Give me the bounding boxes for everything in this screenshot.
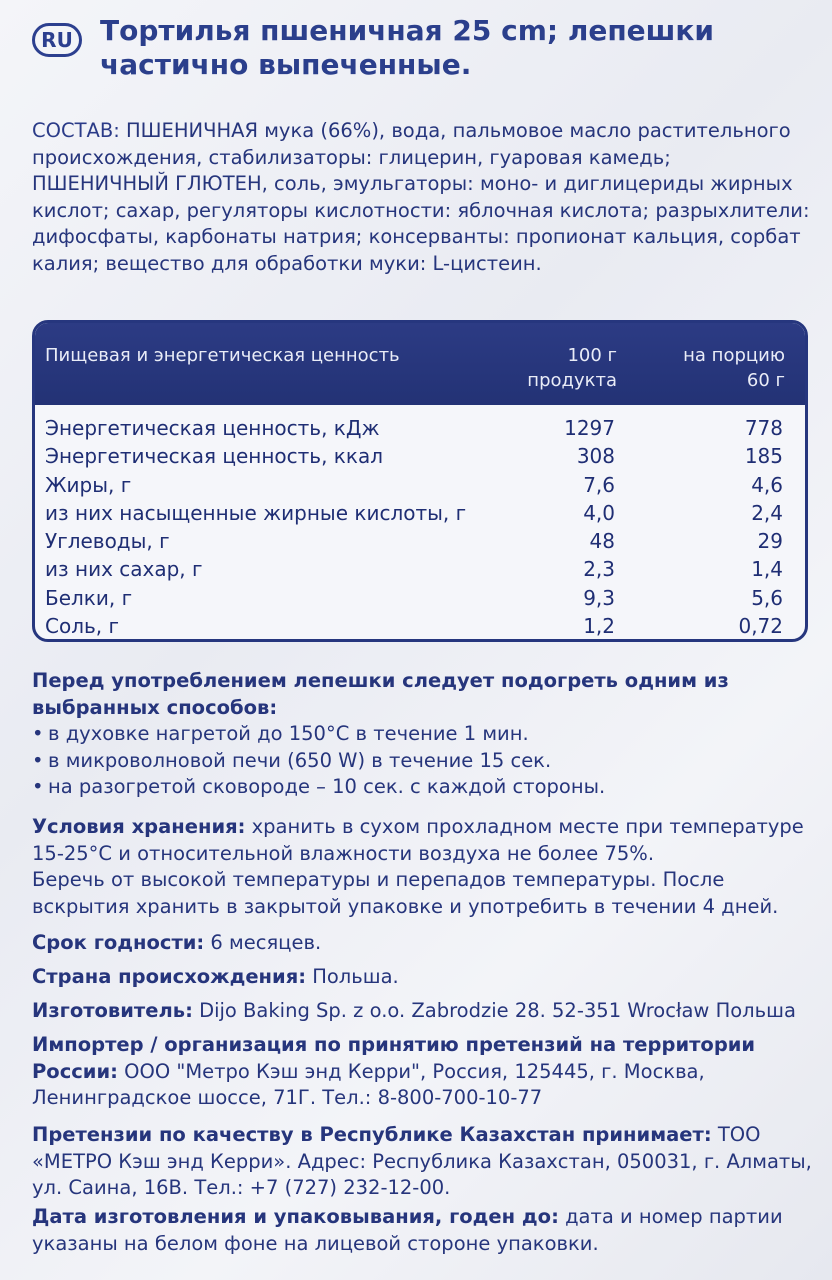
manufacturer <box>32 998 812 1025</box>
table-row <box>35 499 805 527</box>
nutrition-col-per-portion <box>683 343 785 393</box>
shelf-life-text: 6 месяцев. <box>210 931 322 954</box>
row-label: Жиры, г <box>45 472 132 497</box>
row-per-portion: 29 <box>757 529 783 554</box>
importer-lead: Импортер / организация по принятию претензий на территории России: <box>32 1033 756 1083</box>
preparation-heading: Перед употреблением лепешки следует подогреть одним из выбранных способов: <box>32 669 729 719</box>
country-text: Польша. <box>312 965 399 988</box>
ingredients-lead: СОСТАВ: <box>32 119 120 142</box>
row-per100: 308 <box>576 444 615 469</box>
row-per-portion: 1,4 <box>751 557 783 582</box>
row-label: Углеводы, г <box>45 529 170 554</box>
row-per100: 4,0 <box>583 500 615 525</box>
row-per-portion: 4,6 <box>751 472 783 497</box>
row-label: из них сахар, г <box>45 557 203 582</box>
row-per100: 2,3 <box>583 557 615 582</box>
col-per100-line1: 100 г <box>567 345 617 366</box>
language-badge: RU <box>32 23 82 57</box>
manufacturer-text: Dijo Baking Sp. z o.o. Zabrodzie 28. 52-351 Wrocław Польша <box>199 999 796 1022</box>
table-row <box>35 471 805 499</box>
row-per100: 1297 <box>564 416 615 440</box>
ingredients-text: ПШЕНИЧНАЯ мука (66%), вода, пальмовое масло растительного происхождения, стабилизаторы: глицерин, гуаровая камедь; ПШЕНИЧНЫЙ ГЛЮТЕН, соль, эмульгаторы: моно- и диглицериды жирных кислот; сахар, регуляторы кислотности: яблочная кислота; разрыхлители: дифосфаты, карбонаты натрия; консерванты: пропионат кальция, сорбат калия; вещество для обработки муки: L-цистеин. <box>32 119 810 275</box>
row-per-portion: 5,6 <box>751 585 783 610</box>
table-row <box>35 555 805 583</box>
storage-text-2: Беречь от высокой температуры и перепадов температуры. После вскрытия хранить в закрытой упаковке и употребить в течении 4 дней. <box>32 868 779 918</box>
country-of-origin <box>32 964 812 991</box>
shelf-life-lead: Срок годности: <box>32 931 205 954</box>
row-label: Белки, г <box>45 585 133 610</box>
list-item: • в микроволновой печи (650 W) в течение 15 сек. <box>32 748 812 775</box>
list-item: • в духовке нагретой до 150°С в течение 1 мин. <box>32 721 812 748</box>
row-per100: 48 <box>589 529 615 554</box>
importer-text: ООО "Метро Кэш энд Керри", Россия, 125445, г. Москва, Ленинградское шоссе, 71Г. Тел.: 8-800-700-10-77 <box>32 1059 705 1109</box>
list-item: • на разогретой сковороде – 10 сек. с каждой стороны. <box>32 774 812 801</box>
row-per-portion: 185 <box>744 444 783 469</box>
manufacturer-lead: Изготовитель: <box>32 999 193 1022</box>
table-row <box>35 414 805 442</box>
row-per-portion: 778 <box>744 416 783 440</box>
nutrition-table <box>32 320 808 642</box>
col-portion-line1: на порцию <box>683 345 785 366</box>
row-per-portion: 0,72 <box>738 614 783 639</box>
storage-paragraph <box>32 814 812 867</box>
production-date <box>32 1204 812 1257</box>
kazakhstan-claims <box>32 1122 812 1202</box>
row-per100: 9,3 <box>583 585 615 610</box>
row-per100: 1,2 <box>583 614 615 639</box>
row-per100: 7,6 <box>583 472 615 497</box>
kazakhstan-text: ТОО «МЕТРО Кэш энд Керри». Адрес: Республика Казахстан, 050031, г. Алматы, ул. Саина, 16В. Тел.: +7 (727) 232-12-00. <box>32 1123 812 1199</box>
kazakhstan-lead: Претензии по качеству в Республике Казахстан принимает: <box>32 1123 712 1146</box>
ingredients <box>32 118 812 277</box>
country-lead: Страна происхождения: <box>32 965 307 988</box>
nutrition-col-per100 <box>527 343 617 393</box>
col-per100-line2: продукта <box>527 370 617 391</box>
row-per-portion: 2,4 <box>751 500 783 525</box>
shelf-life <box>32 930 812 957</box>
col-portion-line2: 60 г <box>746 370 785 391</box>
table-row <box>35 584 805 612</box>
nutrition-header-label: Пищевая и энергетическая ценность <box>45 345 400 366</box>
preparation-list <box>32 721 812 801</box>
table-row <box>35 442 805 470</box>
date-text: дата и номер партии указаны на белом фоне на лицевой стороне упаковки. <box>32 1205 783 1255</box>
row-label: Энергетическая ценность, кДж <box>45 416 380 440</box>
storage-section <box>32 814 812 920</box>
storage-lead: Условия хранения: <box>32 815 246 838</box>
table-row <box>35 527 805 555</box>
product-title: Тортилья пшеничная 25 cm; лепешки частично выпеченные. <box>100 14 715 81</box>
preparation-section <box>32 668 812 801</box>
nutrition-table-body <box>35 405 805 640</box>
importer <box>32 1032 812 1112</box>
date-lead: Дата изготовления и упаковывания, годен до: <box>32 1205 559 1228</box>
nutrition-table-header <box>35 323 805 405</box>
row-label: Энергетическая ценность, ккал <box>45 444 383 469</box>
storage-text: хранить в сухом прохладном месте при температуре 15-25°С и относительной влажности воздуха не более 75%. <box>32 815 804 865</box>
row-label: из них насыщенные жирные кислоты, г <box>45 500 467 525</box>
row-label: Соль, г <box>45 614 119 639</box>
table-row <box>35 612 805 640</box>
